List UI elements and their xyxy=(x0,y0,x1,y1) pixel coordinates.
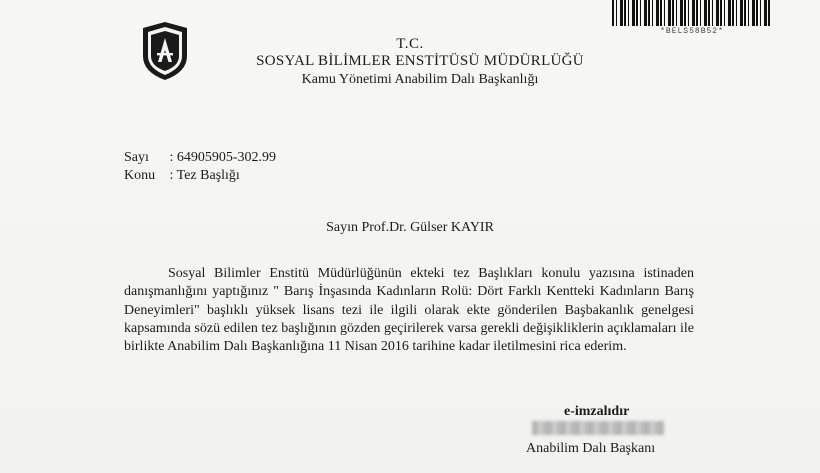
sayi-label: Sayı xyxy=(124,150,149,165)
header-institute: SOSYAL BİLİMLER ENSTİTÜSÜ MÜDÜRLÜĞÜ xyxy=(256,53,584,69)
sayi-value: : 64905905-302.99 xyxy=(169,150,277,165)
body-text: Sosyal Bilimler Enstitü Müdürlüğünün ekteki tez Başlıkları konulu yazısına istinaden danışmanlığını yaptığınız " Barış İnşasında Kadınların Rolü: Dört Farklı Kentteki Kadınların Barış Deneyimleri" başlıklı yüksek lisans tezi ile ilgili olarak ekte gönderilen Başbakanlık genelgesi kapsamında sözü edilen tez başlığının gözden geçirilerek varsa gerekli değişikliklerin açıklamaları ile birlikte Anabilim Dalı Başkanlığına 11 Nisan 2016 tarihine kadar iletilmesini rica ederim. xyxy=(124,266,694,355)
meta-sayi xyxy=(124,150,276,166)
konu-value: : Tez Başlığı xyxy=(169,168,240,183)
meta-konu xyxy=(124,168,240,184)
header-tc: T.C. xyxy=(396,36,424,52)
header-department: Kamu Yönetimi Anabilim Dalı Başkanlığı xyxy=(301,72,539,87)
body-paragraph xyxy=(124,265,694,356)
barcode-icon xyxy=(612,0,770,26)
e-signature-note: e-imzalıdır xyxy=(564,404,630,419)
signer-title: Anabilim Dalı Başkanı xyxy=(526,441,656,456)
salutation: Sayın Prof.Dr. Gülser KAYIR xyxy=(326,220,494,235)
redacted-signer-name xyxy=(532,421,664,435)
barcode-number: *BELS58B52* xyxy=(660,27,724,36)
konu-label: Konu xyxy=(124,168,156,183)
